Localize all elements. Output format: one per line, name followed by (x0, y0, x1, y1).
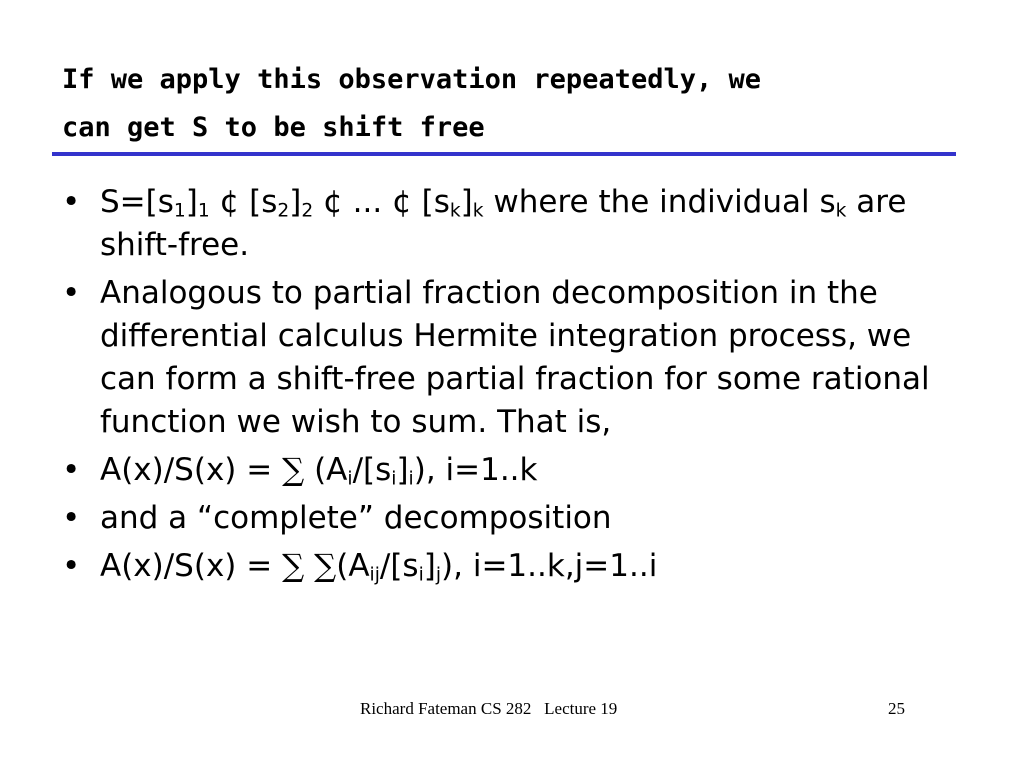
text-fragment: ¢ ... ¢ [s (313, 184, 450, 220)
subscript: 2 (277, 200, 290, 222)
subscript: j (435, 564, 442, 586)
bullet-marker: • (62, 500, 81, 536)
subscript: i (391, 468, 397, 490)
text-fragment: ), i=1..k,j=1..i (441, 548, 658, 584)
subscript: 1 (197, 200, 210, 222)
text-fragment: are shift-free. (100, 184, 907, 263)
bullet-list (62, 181, 962, 593)
text-fragment: ] (185, 184, 198, 220)
text-fragment: ] (289, 184, 302, 220)
title-line-2: can get S to be shift free (62, 112, 485, 143)
subscript: k (472, 200, 484, 222)
subscript: i (408, 468, 414, 490)
bullet-marker: • (62, 184, 81, 220)
subscript: 1 (173, 200, 186, 222)
bullet-item-partial-fraction-analogy (62, 272, 962, 444)
slide-footer: Richard Fateman CS 282 Lecture 19 (360, 699, 618, 718)
subscript: 2 (301, 200, 314, 222)
text-fragment: (A (336, 548, 370, 584)
subscript: i (418, 564, 424, 586)
subscript: i (347, 468, 353, 490)
bullet-item-complete-decomposition (62, 497, 962, 540)
text-fragment: ] (460, 184, 473, 220)
bullet-marker: • (62, 275, 81, 311)
bullet-item-sum-formula (62, 449, 962, 492)
subscript: k (835, 200, 847, 222)
text-fragment: ), i=1..k (413, 452, 538, 488)
text-fragment: /[s (379, 548, 419, 584)
bullet-text: and a “complete” decomposition (100, 500, 612, 536)
title-underline (52, 152, 956, 156)
title-line-1: If we apply this observation repeatedly, we (62, 64, 761, 95)
sigma-symbol: ∑ (282, 548, 305, 584)
text-fragment: A(x)/S(x) = (100, 548, 283, 584)
text-fragment: (A (304, 452, 348, 488)
text-fragment: S=[s (100, 184, 174, 220)
sigma-symbol: ∑ (282, 452, 305, 488)
bullet-marker: • (62, 452, 81, 488)
text-fragment: ¢ [s (209, 184, 278, 220)
bullet-item-shift-free-factorization (62, 181, 962, 267)
subscript: k (449, 200, 461, 222)
text-fragment: ] (423, 548, 436, 584)
text-fragment: /[s (352, 452, 392, 488)
text-fragment: A(x)/S(x) = (100, 452, 283, 488)
bullet-text: Analogous to partial fraction decomposition in the differential calculus Hermite integration process, we can form a shift-free partial fraction for some rational function we wish to sum. That is, (100, 275, 930, 440)
sigma-symbol: ∑ (314, 548, 337, 584)
bullet-item-double-sum-formula (62, 545, 962, 588)
bullet-marker: • (62, 548, 81, 584)
text-fragment: ] (396, 452, 409, 488)
text-fragment: where the individual s (483, 184, 836, 220)
subscript: ij (369, 564, 380, 586)
slide-title (62, 56, 962, 152)
text-fragment (304, 548, 314, 584)
page-number: 25 (888, 699, 905, 718)
